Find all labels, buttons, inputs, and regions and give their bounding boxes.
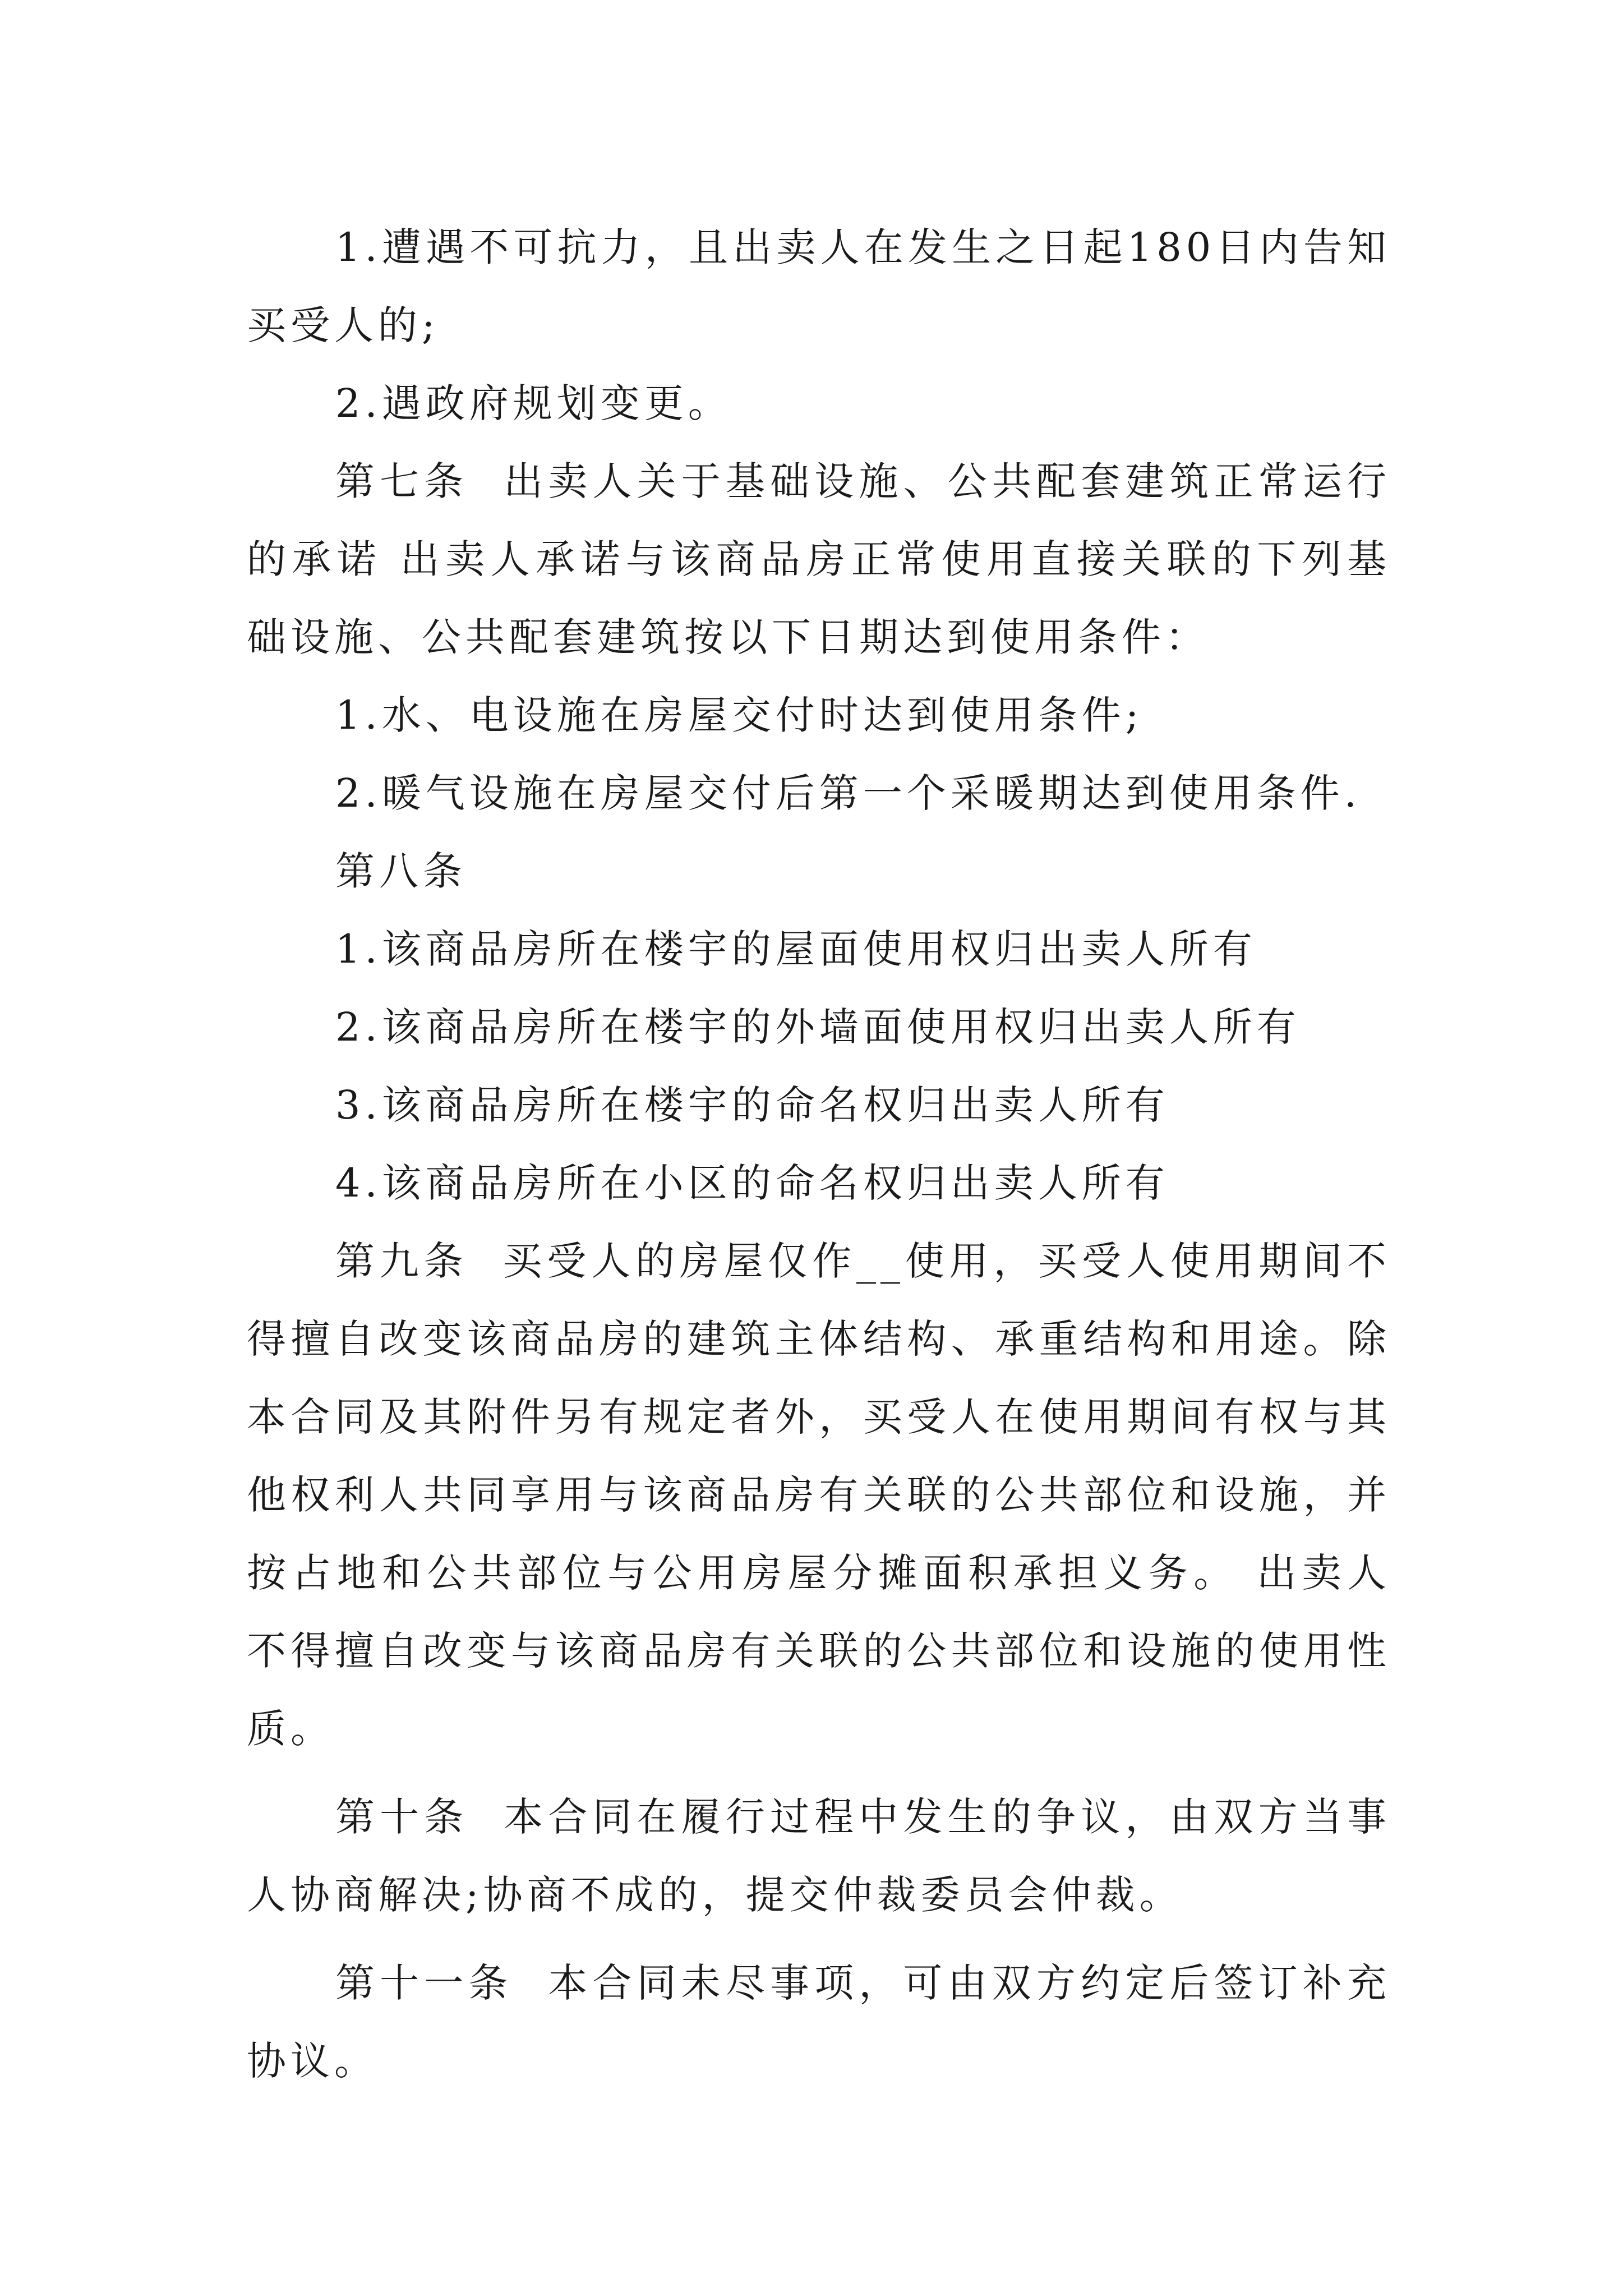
paragraph-article-7-item-1: 1.水、电设施在房屋交付时达到使用条件; [335, 692, 1144, 738]
paragraph-article-8-item-4: 4.该商品房所在小区的命名权归出卖人所有 [335, 1160, 1169, 1206]
paragraph-article-9: 第九条 买受人的房屋仅作__使用，买受人使用期间不得擅自改变该商品房的建筑主体结构、承重结构和用途。除本合同及其附件另有规定者外，买受人在使用期间有权与其他权利人共同享用与该商品房有关联的公共部位和设施，并按占地和公共部位与公用房屋分摊面积承担义务。 出卖人不得擅自改变与该商品房有关联的公共部位和设施的使用性质。 [247, 1238, 1391, 1752]
document-body [247, 209, 1391, 2100]
paragraph-planning-change-clause: 2.遇政府规划变更。 [335, 380, 732, 426]
paragraph-article-8-item-2: 2.该商品房所在楼宇的外墙面使用权归出卖人所有 [335, 1004, 1301, 1050]
paragraph-article-7-item-2: 2.暖气设施在房屋交付后第一个采暖期达到使用条件. [335, 770, 1362, 816]
paragraph-article-8-heading: 第八条 [335, 848, 467, 894]
paragraph-article-8-item-3: 3.该商品房所在楼宇的命名权归出卖人所有 [335, 1082, 1169, 1128]
paragraph-article-11: 第十一条 本合同未尽事项，可由双方约定后签订补充协议。 [247, 1960, 1391, 2084]
paragraph-article-10: 第十条 本合同在履行过程中发生的争议，由双方当事人协商解决;协商不成的，提交仲裁委员会仲裁。 [247, 1794, 1391, 1918]
paragraph-force-majeure-clause: 1.遭遇不可抗力，且出卖人在发生之日起180日内告知买受人的; [247, 224, 1391, 348]
paragraph-article-7: 第七条 出卖人关于基础设施、公共配套建筑正常运行的承诺 出卖人承诺与该商品房正常使用直接关联的下列基础设施、公共配套建筑按以下日期达到使用条件： [247, 458, 1391, 660]
paragraph-article-8-item-1: 1.该商品房所在楼宇的屋面使用权归出卖人所有 [335, 926, 1257, 972]
